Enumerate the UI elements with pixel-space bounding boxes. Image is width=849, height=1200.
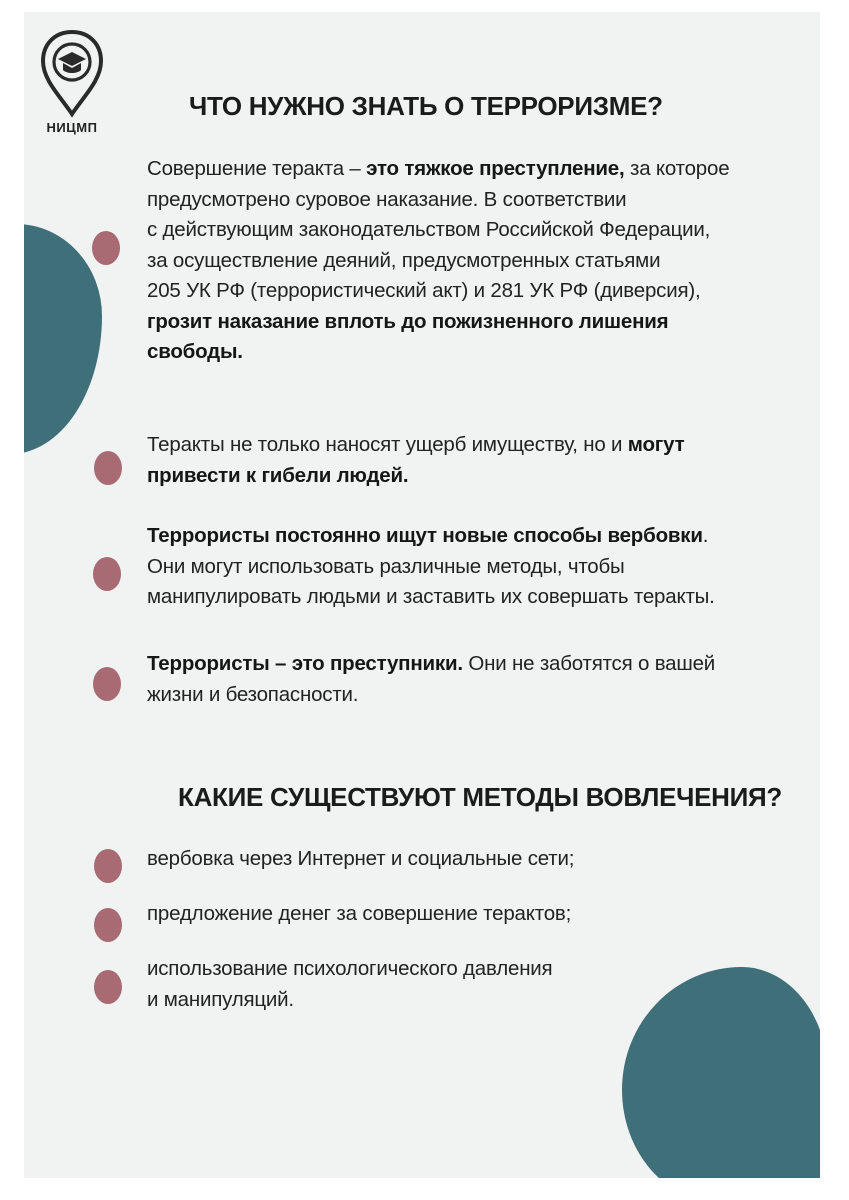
body-text: вербовка через Интернет и социальные сети; — [147, 847, 575, 870]
logo-text: НИЦМП — [46, 120, 98, 135]
emphasis-text: Террористы – это преступники. — [147, 652, 463, 675]
methods-item — [147, 844, 574, 875]
bullet-dot — [94, 849, 122, 883]
body-text: использование психологического давления — [147, 957, 553, 980]
logo — [38, 28, 106, 140]
body-text: жизни и безопасности. — [147, 682, 359, 706]
bullet-dot — [94, 908, 122, 942]
methods-item — [147, 899, 571, 930]
section1-item — [147, 521, 715, 613]
body-text: Совершение теракта – — [147, 157, 367, 180]
leaflet-page — [24, 12, 820, 1178]
body-text: за которое — [624, 157, 730, 180]
body-text: предусмотрено суровое наказание. В соответствии — [147, 187, 627, 211]
decorative-blob-right — [622, 967, 820, 1178]
bullet-dot — [94, 451, 122, 485]
bullet-dot — [93, 557, 121, 591]
body-text: манипулировать людьми и заставить их совершать теракты. — [147, 585, 715, 608]
body-text: . — [702, 524, 709, 547]
body-text: Они не заботятся о вашей — [462, 652, 716, 675]
body-text: и манипуляций. — [147, 987, 294, 1011]
section1-item — [147, 649, 715, 710]
section-title-terrorism: ЧТО НУЖНО ЗНАТЬ О ТЕРРОРИЗМЕ? — [189, 91, 663, 121]
body-text: 205 УК РФ (террористический акт) и 281 УК РФ (диверсия), — [147, 279, 701, 302]
bullet-dot — [94, 970, 122, 1004]
body-text: предложение денег за совершение терактов; — [147, 902, 572, 925]
body-text: за осуществление деяний, предусмотренных статьями — [147, 248, 661, 272]
body-text: с действующим законодательством Российской Федерации, — [147, 218, 711, 241]
emphasis-text: привести к гибели людей. — [147, 463, 409, 487]
body-text: Теракты не только наносят ущерб имуществу, но и — [147, 433, 628, 456]
emphasis-text: Террористы постоянно ищут новые способы вербовки — [147, 524, 703, 547]
decorative-blob-left — [24, 224, 102, 454]
emphasis-text: это тяжкое преступление, — [366, 157, 625, 180]
bullet-dot — [92, 231, 120, 265]
section1-item — [147, 154, 729, 368]
emphasis-text: могут — [627, 433, 685, 456]
methods-item — [147, 954, 552, 1015]
graduation-cap-pin-icon — [38, 28, 106, 120]
section1-item — [147, 430, 684, 491]
bullet-dot — [93, 667, 121, 701]
body-text: Они могут использовать различные методы, чтобы — [147, 554, 625, 578]
emphasis-text: свободы. — [147, 340, 243, 363]
emphasis-text: грозит наказание вплоть до пожизненного лишения — [147, 309, 669, 333]
section-title-methods: КАКИЕ СУЩЕСТВУЮТ МЕТОДЫ ВОВЛЕЧЕНИЯ? — [178, 782, 782, 812]
